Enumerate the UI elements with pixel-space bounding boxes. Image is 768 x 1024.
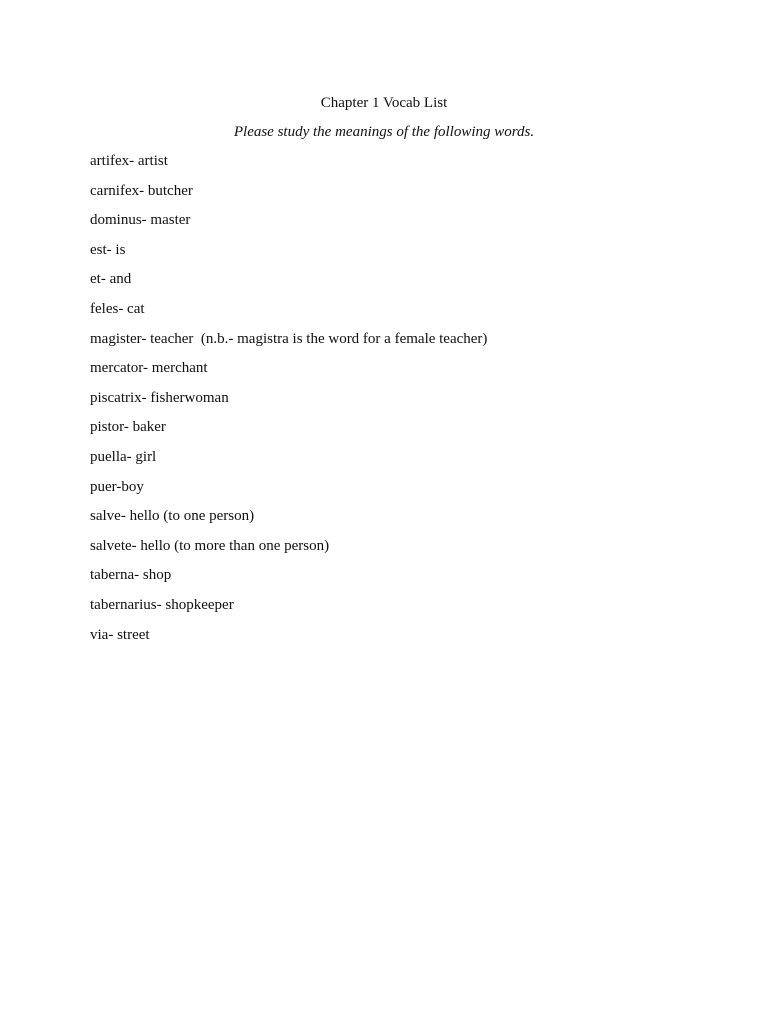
vocab-list bbox=[90, 151, 487, 654]
page-subtitle: Please study the meanings of the following words. bbox=[233, 124, 535, 140]
vocab-entry: mercator- merchant bbox=[90, 360, 208, 377]
vocab-entry: via- street bbox=[90, 626, 150, 643]
vocab-entry: est- is bbox=[90, 241, 126, 258]
vocab-entry: et- and bbox=[90, 271, 132, 288]
vocab-entry: pistor- baker bbox=[90, 419, 166, 436]
vocab-entry: tabernarius- shopkeeper bbox=[90, 596, 234, 613]
vocab-entry: dominus- master bbox=[90, 212, 191, 229]
vocab-entry: taberna- shop bbox=[90, 567, 172, 584]
vocab-entry: magister- teacher (n.b.- magistra is the word for a female teacher) bbox=[90, 330, 488, 347]
vocab-entry: piscatrix- fisherwoman bbox=[90, 389, 229, 406]
vocab-entry: artifex- artist bbox=[90, 153, 168, 169]
vocab-entry: feles- cat bbox=[90, 300, 145, 317]
page-title: Chapter 1 Vocab List bbox=[320, 95, 448, 111]
vocab-entry: puer-boy bbox=[90, 478, 144, 495]
vocab-entry: carnifex- butcher bbox=[90, 182, 193, 199]
vocab-entry: salvete- hello (to more than one person) bbox=[90, 537, 330, 554]
vocab-entry: salve- hello (to one person) bbox=[90, 508, 255, 525]
vocab-entry: puella- girl bbox=[90, 448, 157, 465]
